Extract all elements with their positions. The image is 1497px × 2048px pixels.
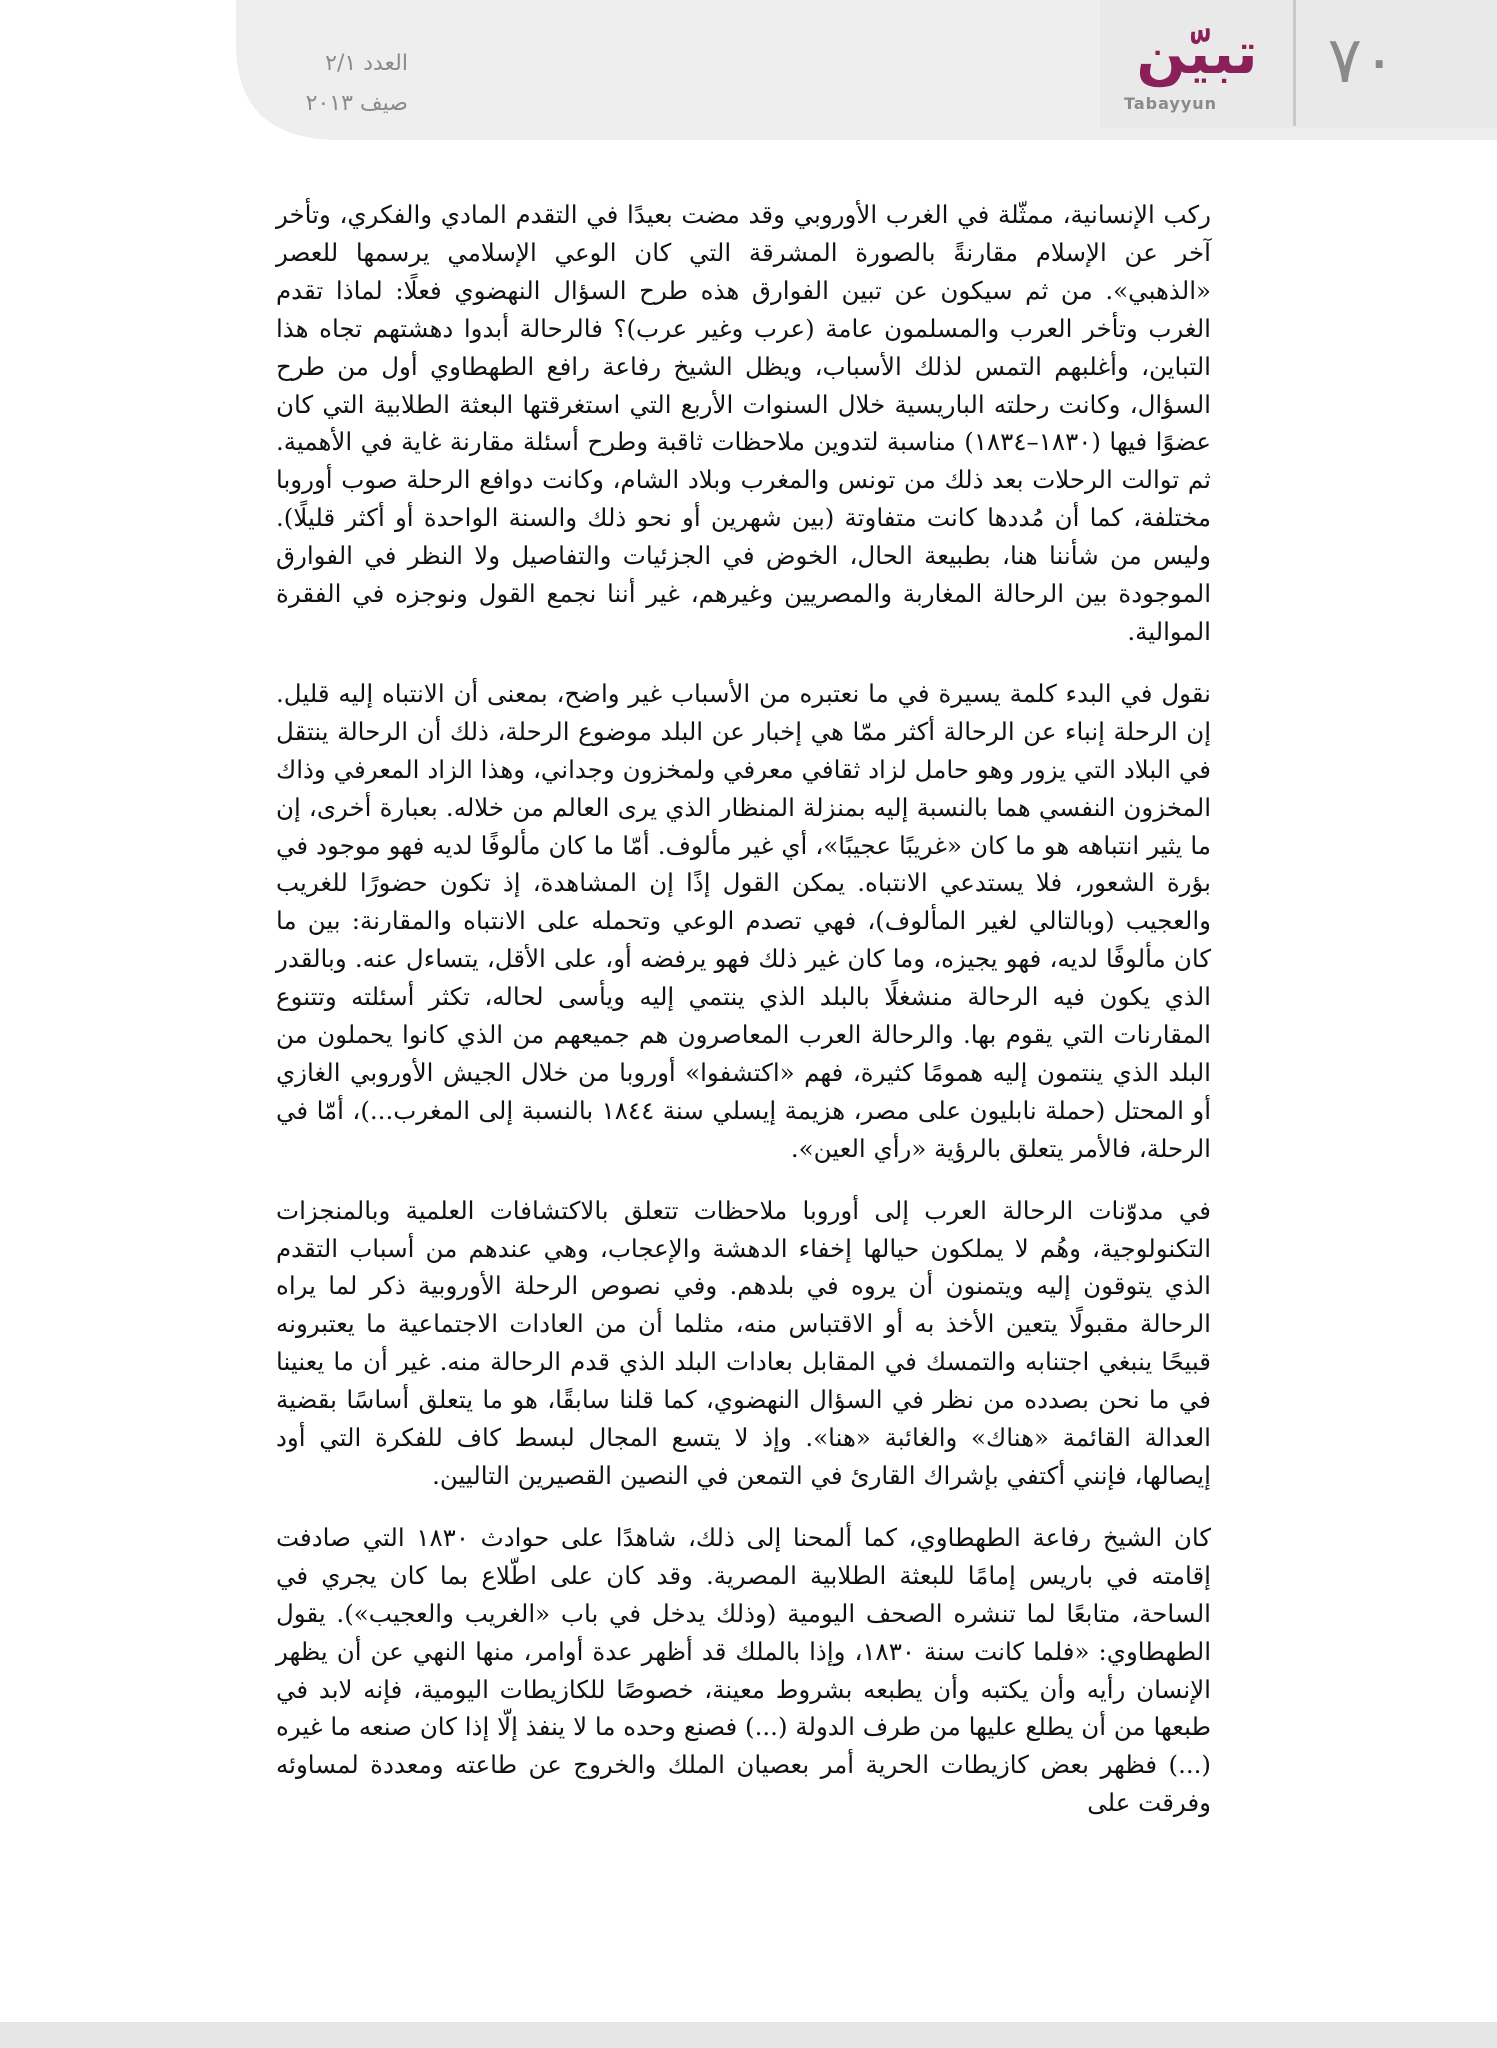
paragraph-3: في مدوّنات الرحالة العرب إلى أوروبا ملاحظات تتعلق بالاكتشافات العلمية وبالمنجزات التكنولوجية، وهُم لا يملكون حيالها إخفاء الدهشة والإعجاب، وهي عندهم من أسباب التقدم الذي يتوقون إليه ويتمنون أن يروه في بلدهم. وفي نصوص الرحلة الأوروبية ذكر لما يراه الرحالة مقبولًا يتعين الأخذ به أو الاقتباس منه، مثلما أن من العادات الاجتماعية ما يعتبرونه قبيحًا ينبغي اجتنابه والتمسك في المقابل بعادات البلد الذي قدم الرحالة منه. غير أن ما يعنينا في ما نحن بصدده من نظر في السؤال النهضوي، كما قلنا سابقًا، هو ما يتعلق أساسًا بقضية العدالة القائمة «هناك» والغائبة «هنا». وإذ لا يتسع المجال لبسط كاف للفكرة التي أود إيصالها، فإنني أكتفي بإشراك القارئ في التمعن في النصين القصيرين التاليين. bbox=[276, 1195, 1211, 1490]
issue-number: العدد ٢/١ bbox=[325, 51, 408, 76]
issue-season: صيف ٢٠١٣ bbox=[305, 91, 408, 116]
paragraph-1: ركب الإنسانية، ممثّلة في الغرب الأوروبي وقد مضت بعيدًا في التقدم المادي والفكري، وتأخر آخر عن الإسلام مقارنةً بالصورة المشرقة التي كان الوعي الإسلامي يرسمها للعصر «الذهبي». من ثم سيكون عن تبين الفوارق هذه طرح السؤال النهضوي فعلًا: لماذا تقدم الغرب وتأخر العرب والمسلمون عامة (عرب وغير عرب)؟ فالرحالة أبدوا دهشتهم تجاه هذا التباين، وأغلبهم التمس لذلك الأسباب، ويظل الشيخ رفاعة رافع الطهطاوي أول من طرح السؤال، وكانت رحلته الباريسية خلال السنوات الأربع التي استغرقتها البعثة الطلابية التي كان عضوًا فيها (١٨٣٠–١٨٣٤) مناسبة لتدوين ملاحظات ثاقبة وطرح أسئلة مقارنة غاية في الأهمية. ثم توالت الرحلات بعد ذلك من تونس والمغرب وبلاد الشام، وكانت دوافع الرحلة صوب أوروبا مختلفة، كما أن مُددها كانت متفاوتة (بين شهرين أو نحو ذلك والسنة الواحدة أو أكثر قليلًا). وليس من شأننا هنا، بطبيعة الحال، الخوض في الجزئيات والتفاصيل ولا النظر في الفوارق الموجودة بين الرحالة المغاربة والمصريين وغيرهم، غير أننا نجمع القول ونوجزه في الفقرة الموالية. bbox=[276, 200, 1211, 646]
issue-info bbox=[258, 44, 408, 124]
paragraph-2: نقول في البدء كلمة يسيرة في ما نعتبره من الأسباب غير واضح، بمعنى أن الانتباه إليه قليل. إن الرحلة إنباء عن الرحالة أكثر ممّا هي إخبار عن البلد موضوع الرحلة، ذلك أن الرحالة ينتقل في البلاد التي يزور وهو حامل لزاد ثقافي معرفي ولمخزون وجداني، وهذا الزاد المعرفي وذاك المخزون النفسي هما بالنسبة إليه بمنزلة المنظار الذي يرى العالم من خلاله. بعبارة أخرى، إن ما يثير انتباهه هو ما كان «غريبًا عجيبًا»، أي غير مألوف. أمّا ما كان مألوفًا لديه فهو موجود في بؤرة الشعور، فلا يستدعي الانتباه. يمكن القول إذًا إن المشاهدة، إذ تكون حضورًا للغريب والعجيب (وبالتالي لغير المألوف)، فهي تصدم الوعي وتحمله على الانتباه والمقارنة: بين ما كان مألوفًا لديه، فهو يجيزه، وما كان غير ذلك فهو يرفضه أو، على الأقل، يتساءل عنه. وبالقدر الذي يكون فيه الرحالة منشغلًا بالبلد الذي ينتمي إليه ويأسى لحاله، تكثر أسئلته وتتنوع المقارنات التي يقوم بها. والرحالة العرب المعاصرون هم جميعهم من الذي كانوا يحملون من البلد الذي ينتمون إليه همومًا كثيرة، فهم «اكتشفوا» أوروبا من خلال الجيش الأوروبي الغازي أو المحتل (حملة نابليون على مصر، هزيمة إيسلي سنة ١٨٤٤ بالنسبة إلى المغرب...)، أمّا في الرحلة، فالأمر يتعلق بالرؤية «رأي العين». bbox=[276, 678, 1211, 1163]
journal-logo bbox=[1102, 0, 1292, 126]
logo-arabic-wordmark: تبيّن bbox=[1136, 19, 1258, 87]
paragraph-4: كان الشيخ رفاعة الطهطاوي، كما ألمحنا إلى ذلك، شاهدًا على حوادث ١٨٣٠ التي صادفت إقامته في باريس إمامًا للبعثة الطلابية المصرية. وقد كان على اطّلاع بما كان يجري في الساحة، متابعًا لما تنشره الصحف اليومية (وذلك يدخل في باب «الغريب والعجيب»). يقول الطهطاوي: «فلما كانت سنة ١٨٣٠، وإذا بالملك قد أظهر عدة أوامر، منها النهي عن أن يظهر الإنسان رأيه وأن يكتبه وأن يطبعه بشروط معينة، خصوصًا للكازيطات اليومية، فإنه لابد في طبعها من أن يطلع عليها من طرف الدولة (...) فصنع وحده ما لا ينفذ إلّا إذا كان صنعه ما غيره (...) فظهر بعض كازيطات الحرية أمر بعصيان الملك والخروج عن طاعته ومعددة لمساوئه وفرقت على bbox=[276, 1522, 1211, 1818]
header-divider bbox=[1293, 0, 1296, 126]
article-body bbox=[276, 196, 1211, 1846]
logo-latin-wordmark: Tabayyun bbox=[1124, 94, 1218, 113]
page-number: ٧٠ bbox=[1327, 24, 1397, 98]
page-header bbox=[0, 0, 1497, 140]
